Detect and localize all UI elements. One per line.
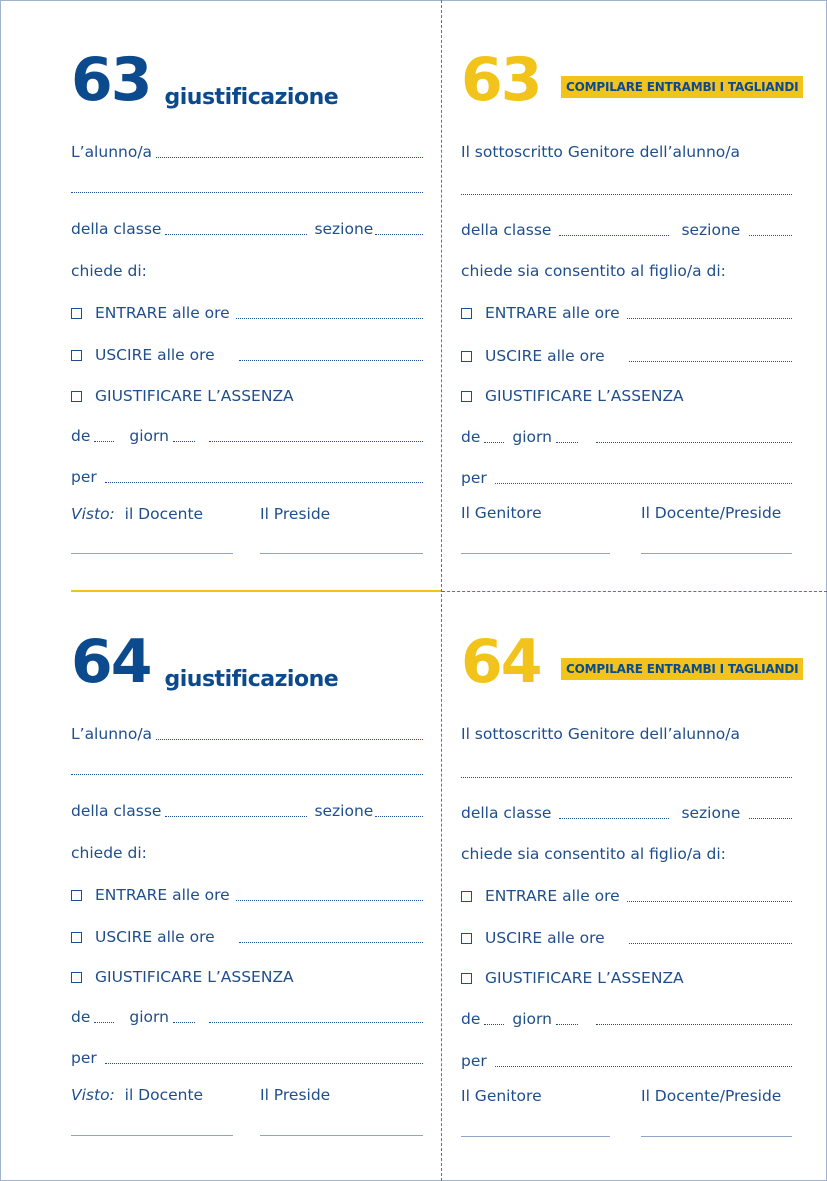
justify-checkbox[interactable]: [71, 972, 82, 983]
section-field[interactable]: [375, 221, 423, 235]
student-name-field[interactable]: [461, 764, 792, 778]
days-label: giorn: [512, 1010, 552, 1028]
class-field[interactable]: [165, 221, 307, 235]
justify-label: GIUSTIFICARE L’ASSENZA: [95, 968, 294, 986]
exit-label: USCIRE alle ore: [485, 929, 605, 947]
exit-row: [71, 342, 423, 364]
exit-time-field[interactable]: [239, 347, 423, 361]
exit-time-field[interactable]: [629, 348, 792, 362]
class-row: [461, 800, 792, 822]
enter-row: [71, 882, 423, 904]
enter-checkbox[interactable]: [71, 308, 82, 319]
class-row: [71, 216, 423, 238]
parent-intro-row: [461, 139, 792, 161]
days-row: [461, 1006, 792, 1028]
enter-time-field[interactable]: [627, 888, 792, 902]
coupon-number: 64: [71, 627, 151, 697]
class-label: della classe: [71, 802, 162, 820]
days-detail-field[interactable]: [209, 1009, 423, 1023]
reason-field[interactable]: [495, 1053, 792, 1067]
justify-checkbox[interactable]: [461, 973, 472, 984]
coupon-title: giustificazione: [164, 667, 339, 692]
student-name-row: [461, 176, 792, 198]
class-field[interactable]: [559, 805, 669, 819]
class-field[interactable]: [559, 222, 669, 236]
section-label: sezione: [314, 802, 374, 820]
justify-label: GIUSTIFICARE L’ASSENZA: [485, 387, 684, 405]
parent-intro-label: Il sottoscritto Genitore dell’alunno/a: [461, 143, 740, 161]
justify-label: GIUSTIFICARE L’ASSENZA: [95, 387, 294, 405]
coupon-number: 63: [71, 45, 151, 115]
parent-signature-line[interactable]: [461, 553, 610, 554]
reason-label: per: [461, 1052, 487, 1070]
reason-row: [461, 1048, 792, 1070]
seen-label: Visto:: [71, 1086, 120, 1104]
class-label: della classe: [461, 221, 552, 239]
days-row: [71, 423, 423, 445]
enter-time-field[interactable]: [236, 305, 423, 319]
enter-checkbox[interactable]: [461, 308, 472, 319]
student-name-row: [461, 759, 792, 781]
coupon-header: [71, 45, 339, 115]
horizontal-divider: [71, 590, 441, 592]
days-row: [71, 1004, 423, 1026]
seen-teacher-label: [71, 505, 203, 523]
exit-row: [461, 343, 792, 365]
justify-row: [461, 965, 792, 987]
days-detail-field[interactable]: [596, 1011, 792, 1025]
enter-label: ENTRARE alle ore: [95, 886, 230, 904]
justify-row: [461, 383, 792, 405]
seen-teacher-label: [71, 1086, 203, 1104]
teacher-signature-line[interactable]: [71, 553, 233, 554]
enter-time-field[interactable]: [236, 887, 423, 901]
request-row: [71, 258, 423, 280]
exit-checkbox[interactable]: [461, 351, 472, 362]
request-row: [71, 840, 423, 862]
teacher-label: il Docente: [124, 1086, 204, 1104]
teacher-sign-label: Il Docente/Preside: [641, 504, 782, 522]
class-row: [461, 217, 792, 239]
exit-checkbox[interactable]: [71, 932, 82, 943]
from-label: de: [461, 428, 481, 446]
days-label: giorn: [129, 1008, 169, 1026]
days-suffix-field[interactable]: [173, 428, 195, 442]
seen-label: Visto:: [71, 505, 120, 523]
days-suffix-field[interactable]: [173, 1009, 195, 1023]
student-name-field[interactable]: [156, 726, 423, 740]
enter-checkbox[interactable]: [71, 890, 82, 901]
class-row: [71, 798, 423, 820]
days-row: [461, 424, 792, 446]
class-field[interactable]: [165, 803, 307, 817]
fill-both-badge: COMPILARE ENTRAMBI I TAGLIANDI: [561, 76, 803, 98]
student-name-field-2[interactable]: [71, 761, 423, 775]
coupon-header: [71, 627, 339, 697]
request-label: chiede sia consentito al figlio/a di:: [461, 845, 726, 863]
coupon-header: [461, 45, 541, 115]
exit-label: USCIRE alle ore: [95, 928, 215, 946]
day-count-field[interactable]: [94, 428, 114, 442]
student-name-field[interactable]: [461, 181, 792, 195]
student-name-field-2[interactable]: [71, 179, 423, 193]
reason-field[interactable]: [105, 469, 423, 483]
principal-label: Il Preside: [260, 505, 331, 523]
days-label: giorn: [129, 427, 169, 445]
request-row: [461, 841, 792, 863]
reason-label: per: [71, 468, 97, 486]
horizontal-cut-line: [442, 591, 827, 592]
student-label: L’alunno/a: [71, 143, 153, 161]
coupon-number: 63: [461, 45, 541, 115]
reason-label: per: [71, 1049, 97, 1067]
days-detail-field[interactable]: [209, 428, 423, 442]
enter-label: ENTRARE alle ore: [485, 304, 620, 322]
request-row: [461, 258, 792, 280]
section-field[interactable]: [749, 222, 792, 236]
justify-row: [71, 383, 423, 405]
reason-field[interactable]: [495, 470, 792, 484]
class-label: della classe: [461, 804, 552, 822]
reason-field[interactable]: [105, 1050, 423, 1064]
enter-row: [461, 883, 792, 905]
days-suffix-field[interactable]: [556, 1011, 578, 1025]
enter-row: [71, 300, 423, 322]
section-field[interactable]: [375, 803, 423, 817]
exit-row: [71, 924, 423, 946]
student-row: [71, 721, 423, 743]
section-field[interactable]: [749, 805, 792, 819]
coupon-header: [461, 627, 541, 697]
justify-checkbox[interactable]: [461, 391, 472, 402]
parent-intro-row: [461, 721, 792, 743]
student-row: [71, 139, 423, 161]
student-row-continued: [71, 174, 423, 196]
reason-row: [71, 464, 423, 486]
teacher-sign-label: Il Docente/Preside: [641, 1087, 782, 1105]
reason-row: [71, 1045, 423, 1067]
teacher-signature-line[interactable]: [641, 1136, 792, 1137]
fill-both-badge: COMPILARE ENTRAMBI I TAGLIANDI: [561, 658, 803, 680]
days-detail-field[interactable]: [596, 429, 792, 443]
day-count-field[interactable]: [484, 429, 504, 443]
justify-label: GIUSTIFICARE L’ASSENZA: [485, 969, 684, 987]
exit-time-field[interactable]: [239, 929, 423, 943]
parent-signature-line[interactable]: [461, 1136, 610, 1137]
section-label: sezione: [314, 220, 374, 238]
exit-label: USCIRE alle ore: [95, 346, 215, 364]
exit-label: USCIRE alle ore: [485, 347, 605, 365]
teacher-label: il Docente: [124, 505, 204, 523]
teacher-signature-line[interactable]: [71, 1135, 233, 1136]
reason-label: per: [461, 469, 487, 487]
exit-checkbox[interactable]: [71, 350, 82, 361]
request-label: chiede di:: [71, 262, 147, 280]
enter-checkbox[interactable]: [461, 891, 472, 902]
section-label: sezione: [681, 221, 741, 239]
coupon-number: 64: [461, 627, 541, 697]
request-label: chiede di:: [71, 844, 147, 862]
teacher-signature-line[interactable]: [641, 553, 792, 554]
day-count-field[interactable]: [94, 1009, 114, 1023]
parent-sign-label: Il Genitore: [461, 1087, 542, 1105]
enter-label: ENTRARE alle ore: [95, 304, 230, 322]
parent-sign-label: Il Genitore: [461, 504, 542, 522]
day-count-field[interactable]: [484, 1011, 504, 1025]
exit-time-field[interactable]: [629, 930, 792, 944]
student-name-field[interactable]: [156, 144, 423, 158]
class-label: della classe: [71, 220, 162, 238]
exit-checkbox[interactable]: [461, 933, 472, 944]
from-label: de: [71, 427, 91, 445]
reason-row: [461, 465, 792, 487]
student-label: L’alunno/a: [71, 725, 153, 743]
days-suffix-field[interactable]: [556, 429, 578, 443]
justify-checkbox[interactable]: [71, 391, 82, 402]
student-row-continued: [71, 756, 423, 778]
days-label: giorn: [512, 428, 552, 446]
parent-intro-label: Il sottoscritto Genitore dell’alunno/a: [461, 725, 740, 743]
enter-time-field[interactable]: [627, 305, 792, 319]
justify-row: [71, 964, 423, 986]
principal-label: Il Preside: [260, 1086, 331, 1104]
coupon-title: giustificazione: [164, 85, 339, 110]
enter-label: ENTRARE alle ore: [485, 887, 620, 905]
principal-signature-line[interactable]: [260, 553, 423, 554]
principal-signature-line[interactable]: [260, 1135, 423, 1136]
from-label: de: [461, 1010, 481, 1028]
exit-row: [461, 925, 792, 947]
enter-row: [461, 300, 792, 322]
from-label: de: [71, 1008, 91, 1026]
request-label: chiede sia consentito al figlio/a di:: [461, 262, 726, 280]
section-label: sezione: [681, 804, 741, 822]
